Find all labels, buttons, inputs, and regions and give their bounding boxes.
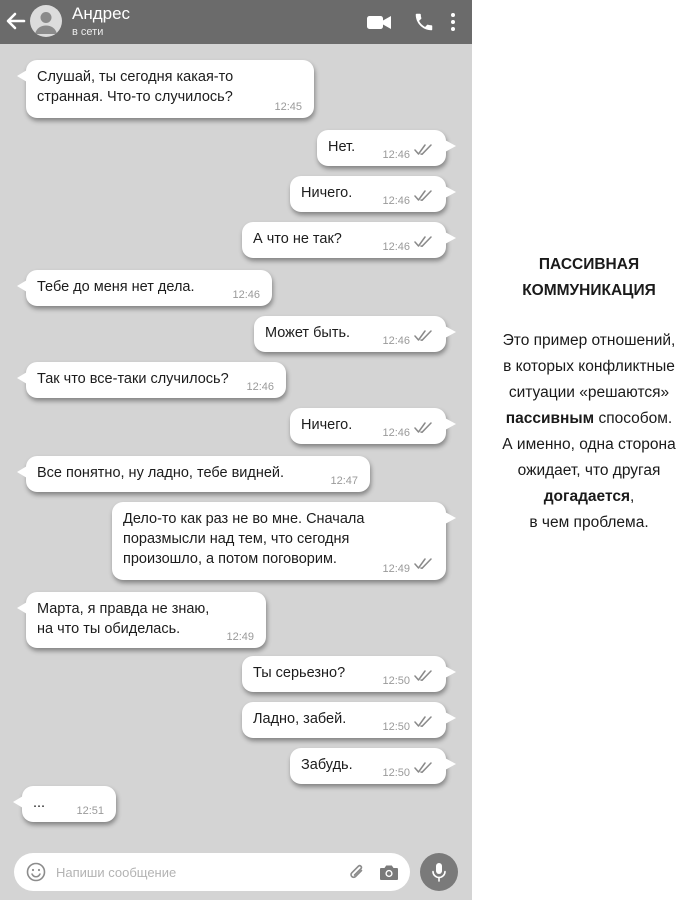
message-text: Ладно, забей. bbox=[253, 711, 347, 727]
message-text: Забудь. bbox=[301, 757, 353, 773]
phone-icon[interactable] bbox=[413, 10, 435, 34]
incoming-message-bubble[interactable] bbox=[26, 456, 370, 492]
outgoing-message-bubble[interactable] bbox=[112, 502, 446, 580]
composer-bar bbox=[0, 844, 472, 900]
bubble-tail bbox=[17, 372, 27, 384]
message-text: ... bbox=[33, 795, 46, 811]
annotation-line bbox=[484, 406, 694, 432]
bubble-tail bbox=[17, 70, 27, 82]
contact-status: в сети bbox=[72, 26, 104, 38]
annotation-title-line: КОММУНИКАЦИЯ bbox=[522, 282, 656, 299]
bubble-tail bbox=[17, 602, 27, 614]
incoming-message-bubble[interactable] bbox=[26, 592, 266, 648]
annotation-text: , bbox=[630, 488, 635, 505]
annotation-line: Это пример отношений, bbox=[502, 332, 676, 349]
annotation-line bbox=[484, 484, 694, 510]
read-receipt-icon bbox=[414, 762, 434, 774]
outgoing-message-bubble[interactable] bbox=[254, 316, 446, 352]
avatar-icon bbox=[30, 5, 62, 37]
annotation-text: способом. bbox=[594, 410, 673, 427]
incoming-message-bubble[interactable] bbox=[26, 362, 286, 398]
message-timestamp: 12:49 bbox=[226, 631, 254, 643]
message-text: Нет. bbox=[328, 139, 356, 155]
message-text: Ничего. bbox=[301, 417, 353, 433]
message-text: Марта, я правда не знаю, bbox=[37, 601, 210, 617]
annotation-title-line: ПАССИВНАЯ bbox=[538, 256, 640, 273]
outgoing-message-bubble[interactable] bbox=[290, 176, 446, 212]
annotation-body bbox=[484, 328, 694, 536]
message-text: Все понятно, ну ладно, тебе видней. bbox=[37, 465, 285, 481]
message-timestamp: 12:46 bbox=[246, 381, 274, 393]
outgoing-message-bubble[interactable] bbox=[242, 222, 446, 258]
bubble-tail bbox=[445, 232, 456, 244]
back-arrow-icon[interactable] bbox=[4, 9, 28, 33]
message-timestamp: 12:51 bbox=[76, 805, 104, 817]
message-timestamp: 12:46 bbox=[382, 195, 410, 207]
message-timestamp: 12:46 bbox=[382, 149, 410, 161]
message-timestamp: 12:49 bbox=[382, 563, 410, 575]
bubble-tail bbox=[17, 280, 27, 292]
annotation-line: ситуации «решаются» bbox=[508, 384, 670, 401]
bubble-tail bbox=[445, 186, 456, 198]
message-input-pill[interactable] bbox=[14, 853, 410, 891]
bubble-tail bbox=[445, 326, 456, 338]
bubble-tail bbox=[445, 512, 456, 524]
message-list[interactable] bbox=[0, 44, 472, 844]
message-timestamp: 12:46 bbox=[382, 335, 410, 347]
message-timestamp: 12:50 bbox=[382, 721, 410, 733]
mic-icon bbox=[429, 861, 449, 883]
message-timestamp: 12:46 bbox=[382, 241, 410, 253]
read-receipt-icon bbox=[414, 670, 434, 682]
read-receipt-icon bbox=[414, 558, 434, 570]
message-input[interactable] bbox=[56, 862, 336, 882]
bubble-tail bbox=[445, 140, 456, 152]
outgoing-message-bubble[interactable] bbox=[242, 702, 446, 738]
bubble-tail bbox=[13, 796, 23, 808]
annotation-title bbox=[484, 252, 694, 304]
message-text: Ты серьезно? bbox=[253, 665, 346, 681]
read-receipt-icon bbox=[414, 422, 434, 434]
annotation-line: в которых конфликтные bbox=[503, 358, 675, 375]
bubble-tail bbox=[445, 712, 456, 724]
incoming-message-bubble[interactable] bbox=[22, 786, 116, 822]
message-text: произошло, а потом поговорим. bbox=[123, 551, 337, 567]
read-receipt-icon bbox=[414, 716, 434, 728]
message-timestamp: 12:46 bbox=[382, 427, 410, 439]
contact-name[interactable]: Андрес bbox=[72, 4, 131, 23]
incoming-message-bubble[interactable] bbox=[26, 270, 272, 306]
annotation-line: А именно, одна сторона bbox=[502, 436, 676, 453]
message-text: Дело-то как раз не во мне. Сначала bbox=[123, 511, 365, 527]
voice-record-button[interactable] bbox=[420, 853, 458, 891]
message-text: странная. Что-то случилось? bbox=[37, 89, 233, 105]
message-text: Может быть. bbox=[265, 325, 351, 341]
incoming-message-bubble[interactable] bbox=[26, 60, 314, 118]
message-timestamp: 12:50 bbox=[382, 767, 410, 779]
video-call-icon[interactable] bbox=[366, 10, 392, 34]
message-text: поразмысли над тем, что сегодня bbox=[123, 531, 350, 547]
emphasis-guess: догадается bbox=[543, 488, 630, 505]
message-text: А что не так? bbox=[253, 231, 342, 247]
more-vert-icon[interactable] bbox=[445, 10, 461, 34]
annotation-panel bbox=[484, 0, 694, 900]
message-text: на что ты обиделась. bbox=[37, 621, 181, 637]
bubble-tail bbox=[445, 418, 456, 430]
outgoing-message-bubble[interactable] bbox=[290, 748, 446, 784]
message-timestamp: 12:50 bbox=[382, 675, 410, 687]
read-receipt-icon bbox=[414, 330, 434, 342]
outgoing-message-bubble[interactable] bbox=[317, 130, 446, 166]
annotation-line: в чем проблема. bbox=[529, 514, 649, 531]
attach-icon[interactable] bbox=[347, 862, 367, 882]
message-text: Ничего. bbox=[301, 185, 353, 201]
outgoing-message-bubble[interactable] bbox=[242, 656, 446, 692]
emoji-icon[interactable] bbox=[26, 862, 46, 882]
annotation-line: ожидает, что другая bbox=[517, 462, 661, 479]
bubble-tail bbox=[17, 466, 27, 478]
camera-icon[interactable] bbox=[378, 861, 400, 883]
emphasis-passive: пассивным bbox=[505, 410, 595, 427]
bubble-tail bbox=[445, 758, 456, 770]
message-timestamp: 12:46 bbox=[232, 289, 260, 301]
message-text: Слушай, ты сегодня какая-то bbox=[37, 69, 234, 85]
outgoing-message-bubble[interactable] bbox=[290, 408, 446, 444]
read-receipt-icon bbox=[414, 236, 434, 248]
read-receipt-icon bbox=[414, 144, 434, 156]
message-timestamp: 12:47 bbox=[330, 475, 358, 487]
contact-avatar[interactable] bbox=[30, 5, 62, 37]
message-text: Так что все-таки случилось? bbox=[37, 371, 229, 387]
read-receipt-icon bbox=[414, 190, 434, 202]
bubble-tail bbox=[445, 666, 456, 678]
message-text: Тебе до меня нет дела. bbox=[37, 279, 195, 295]
chat-header bbox=[0, 0, 472, 44]
message-timestamp: 12:45 bbox=[274, 101, 302, 113]
